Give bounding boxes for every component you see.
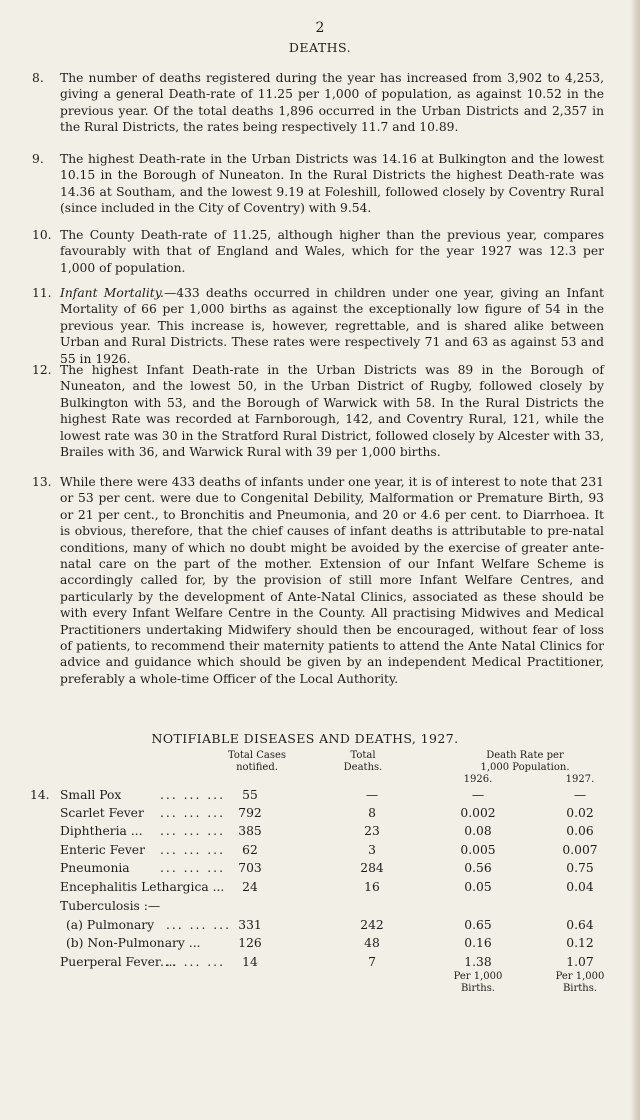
paragraph-number: 13.: [32, 475, 52, 489]
header-total-cases: [217, 750, 297, 774]
leader-dots: ... ... ...: [160, 861, 225, 875]
paragraph-8: [32, 70, 604, 136]
row-label: (b) Non-Pulmonary ...: [66, 936, 201, 950]
paragraph-9: [32, 151, 604, 217]
table-title: NOTIFIABLE DISEASES AND DEATHS, 1927.: [151, 731, 459, 746]
header-death-rate: [460, 750, 590, 774]
section-heading: DEATHS.: [288, 40, 352, 55]
row-label: Tuberculosis :—: [60, 899, 161, 913]
header-line: Deaths.: [343, 762, 383, 773]
paragraph-text: —433 deaths occurred in children under one year, giving an Infant Mortality of 66 per 1,000 births as against the exceptionally low figure of 54 in the previous year. This increase is, however, regrettable, and is shared alike between Urban and Rural Districts. These rates were respectively 71 and 63 as against 53 and 55 in 1926.: [60, 286, 604, 366]
cell-cases: 55: [242, 788, 258, 802]
cell-rate-1926: 1.38: [464, 955, 492, 969]
cell-rate-1926: 0.16: [464, 936, 492, 950]
table-row: [60, 842, 620, 858]
paragraph-number: 11.: [32, 286, 52, 300]
paragraph-text: The number of deaths registered during the year has increased from 3,902 to 4,253, giving a general Death-rate of 11.25 per 1,000 of population, as against 10.52 in the previous year. Of the total deaths 1,896 occurred in the Urban Districts and 2,357 in the Rural Districts, the rates being respectively 11.7 and 10.89.: [60, 71, 604, 135]
paragraph-13: [32, 474, 604, 687]
footnote-line: Per 1,000: [555, 971, 605, 982]
header-line: 1,000 Population.: [480, 762, 570, 773]
header-line: notified.: [236, 762, 278, 773]
cell-deaths: 48: [364, 936, 380, 950]
cell-deaths: 16: [364, 880, 380, 894]
cell-rate-1926: 0.65: [464, 918, 492, 932]
table-row: [66, 917, 626, 933]
paragraph-number: 14.: [30, 788, 50, 802]
cell-cases: 24: [242, 880, 258, 894]
cell-deaths: —: [365, 788, 379, 802]
table-row: [60, 805, 620, 821]
leader-dots: ... ... ...: [166, 918, 231, 932]
cell-rate-1927: 0.12: [566, 936, 594, 950]
paragraph-number: 10.: [32, 228, 52, 242]
cell-rate-1927: 1.07: [566, 955, 594, 969]
table-row: [60, 787, 620, 803]
cell-deaths: 284: [360, 861, 384, 875]
paragraph-number: 9.: [32, 152, 44, 166]
cell-deaths: 3: [368, 843, 376, 857]
cell-cases: 62: [242, 843, 258, 857]
paragraph-lead: Infant Mortality.: [60, 286, 164, 300]
cell-rate-1927: 0.02: [566, 806, 594, 820]
row-label: Pneumonia: [60, 861, 130, 875]
leader-dots: ... ... ...: [160, 843, 225, 857]
page-number: 2: [315, 20, 325, 36]
paragraph-10: [32, 227, 604, 276]
cell-deaths: 7: [368, 955, 376, 969]
cell-cases: 331: [238, 918, 262, 932]
cell-deaths: 23: [364, 824, 380, 838]
paragraph-12: [32, 362, 604, 460]
table-row: [60, 898, 620, 914]
leader-dots: ... ... ...: [160, 788, 225, 802]
header-total-deaths: [323, 750, 403, 774]
row-label: Small Pox: [60, 788, 122, 802]
cell-cases: 126: [238, 936, 262, 950]
cell-deaths: 8: [368, 806, 376, 820]
table-row: [60, 954, 620, 970]
cell-rate-1927: 0.04: [566, 880, 594, 894]
footnote-1927: [550, 971, 610, 995]
table-row: [66, 935, 626, 951]
header-line: Death Rate per: [486, 750, 564, 761]
table-row: [60, 860, 620, 876]
row-label: Diphtheria ...: [60, 824, 143, 838]
row-label: Puerperal Fever ...: [60, 955, 177, 969]
cell-rate-1926: 0.005: [460, 843, 496, 857]
paragraph-number: 12.: [32, 363, 52, 377]
cell-rate-1926: 0.05: [464, 880, 492, 894]
cell-rate-1926: —: [471, 788, 485, 802]
paragraph-text: While there were 433 deaths of infants under one year, it is of interest to note that 231 or 53 per cent. were due to Congenital Debility, Malformation or Premature Birth, 93 or 21 per cent., to Bronchitis and Pneumonia, and 20 or 4.6 per cent. to Diarrhoea. It is obvious, therefore, that the chief causes of infant deaths is attributable to pre-natal conditions, many of which no doubt might be avoided by the exercise of greater ante-natal care on the part of the mother. Extension of our Infant Welfare Scheme is accordingly called for, by the provision of still more Infant Welfare Centres, and particularly by the development of Ante-Natal Clinics, associated as these should be with every Infant Welfare Centre in the County. All practising Midwives and Medical Practitioners undertaking Midwifery should then be encouraged, without fear of loss of patients, to recommend their maternity patients to attend the Ante Natal Clinics for advice and guidance which should be given by an independent Medical Practitioner, preferably a whole-time Officer of the Local Authority.: [60, 475, 604, 686]
footnote-line: Per 1,000: [453, 971, 503, 982]
table-row: [60, 879, 620, 895]
header-line: Total: [350, 750, 376, 761]
header-year-1927: 1927.: [565, 774, 595, 785]
paragraph-text: The highest Infant Death-rate in the Urban Districts was 89 in the Borough of Nuneaton, and the lowest 50, in the Urban District of Rugby, followed closely by Bulkington with 53, and the Borough of Warwick with 58. In the Rural Districts the highest Rate was recorded at Farnborough, 142, and Coventry Rural, 121, while the lowest rate was 30 in the Stratford Rural District, followed closely by Alcester with 33, Brailes with 36, and Warwick Rural with 39 per 1,000 births.: [60, 363, 604, 460]
footnote-line: Births.: [562, 983, 598, 994]
leader-dots: ... ... ...: [160, 955, 225, 969]
paragraph-11: [32, 285, 604, 367]
row-label: (a) Pulmonary: [66, 918, 155, 932]
cell-rate-1927: 0.007: [562, 843, 598, 857]
cell-rate-1926: 0.08: [464, 824, 492, 838]
cell-rate-1927: 0.75: [566, 861, 594, 875]
cell-cases: 703: [238, 861, 262, 875]
footnote-1926: [448, 971, 508, 995]
row-label: Scarlet Fever: [60, 806, 144, 820]
paragraph-text: The highest Death-rate in the Urban Districts was 14.16 at Bulkington and the lowest 10.15 in the Borough of Nuneaton. In the Rural Districts the highest Death-rate was 14.36 at Southam, and the lowest 9.19 at Foleshill, followed closely by Coventry Rural (since included in the City of Coventry) with 9.54.: [60, 152, 604, 216]
footnote-line: Births.: [460, 983, 496, 994]
cell-cases: 792: [238, 806, 262, 820]
cell-rate-1927: 0.64: [566, 918, 594, 932]
cell-rate-1926: 0.002: [460, 806, 496, 820]
leader-dots: ... ... ...: [160, 824, 225, 838]
row-label: Enteric Fever: [60, 843, 145, 857]
cell-rate-1926: 0.56: [464, 861, 492, 875]
header-line: Total Cases: [227, 750, 287, 761]
cell-deaths: 242: [360, 918, 384, 932]
cell-cases: 14: [242, 955, 258, 969]
cell-rate-1927: —: [573, 788, 587, 802]
page-edge-shadow: [630, 0, 640, 1120]
header-year-1926: 1926.: [463, 774, 493, 785]
leader-dots: ... ... ...: [160, 806, 225, 820]
row-label: Encephalitis Lethargica ...: [60, 880, 225, 894]
paragraph-text: The County Death-rate of 11.25, although higher than the previous year, compares favourably with that of England and Wales, which for the year 1927 was 12.3 per 1,000 of population.: [60, 228, 604, 275]
paragraph-number: 8.: [32, 71, 44, 85]
cell-cases: 385: [238, 824, 262, 838]
cell-rate-1927: 0.06: [566, 824, 594, 838]
table-row: [60, 823, 620, 839]
